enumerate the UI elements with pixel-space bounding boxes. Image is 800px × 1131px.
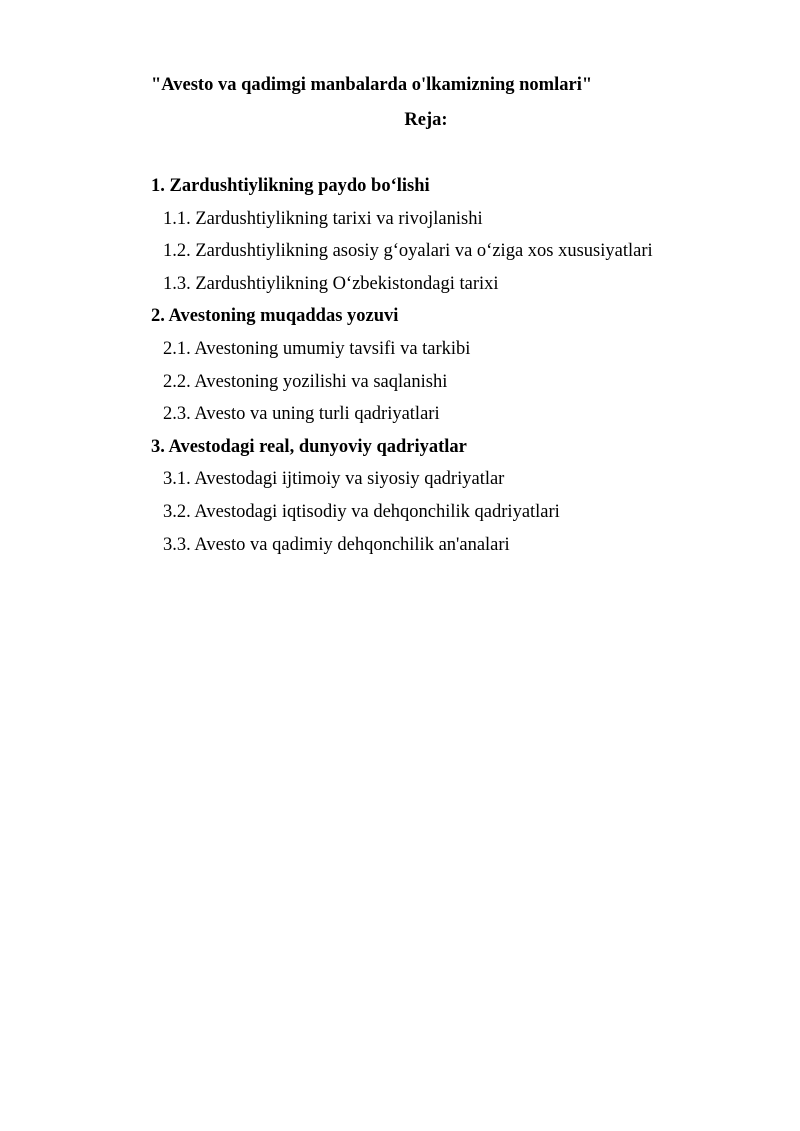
subsection-item: 3.2. Avestodagi iqtisodiy va dehqonchilik qadriyatlari — [163, 501, 560, 522]
subsection-item: 1.1. Zardushtiylikning tarixi va rivojlanishi — [163, 208, 483, 229]
document-title: "Avesto va qadimgi manbalarda o'lkamizning nomlari" — [151, 75, 593, 95]
subsection-item: 3.3. Avesto va qadimiy dehqonchilik an'analari — [163, 534, 510, 555]
document-subtitle: Reja: — [404, 110, 448, 130]
plan-outline — [151, 174, 653, 565]
section-heading: 3. Avestodagi real, dunyoviy qadriyatlar — [151, 436, 467, 457]
subsection-item: 1.2. Zardushtiylikning asosiy g‘oyalari va o‘ziga xos xususiyatlari — [163, 241, 653, 262]
subsection-item: 1.3. Zardushtiylikning O‘zbekistondagi tarixi — [163, 273, 499, 294]
subsection-item: 3.1. Avestodagi ijtimoiy va siyosiy qadriyatlar — [163, 469, 505, 490]
subsection-item: 2.1. Avestoning umumiy tavsifi va tarkibi — [163, 338, 471, 359]
subsection-item: 2.3. Avesto va uning turli qadriyatlari — [163, 404, 440, 425]
section-heading: 2. Avestoning muqaddas yozuvi — [151, 306, 399, 327]
subsection-item: 2.2. Avestoning yozilishi va saqlanishi — [163, 371, 448, 392]
section-heading: 1. Zardushtiylikning paydo bo‘lishi — [151, 176, 430, 196]
